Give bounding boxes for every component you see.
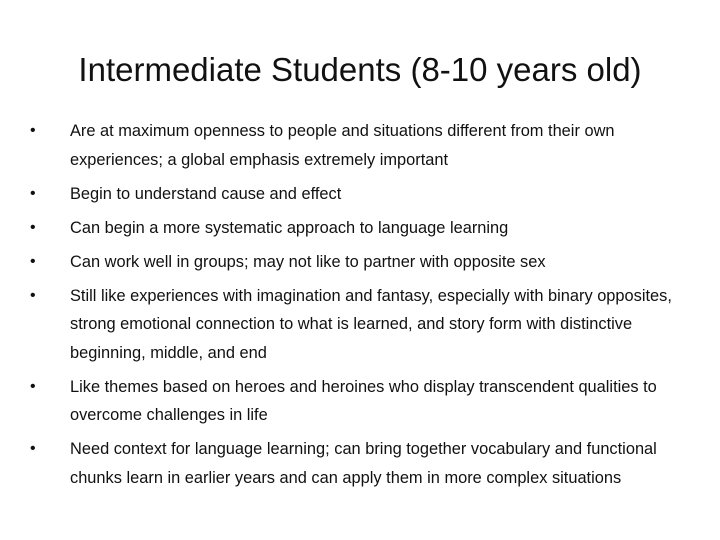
bullet-item-heroes-themes [30, 373, 690, 430]
bullet-icon: • [30, 184, 36, 202]
bullet-item-systematic-approach [30, 214, 690, 243]
bullet-text: Begin to understand cause and effect [70, 184, 342, 203]
bullet-text: Like themes based on heroes and heroines who display transcendent qualities to overcome challenges in life [70, 377, 657, 424]
slide-title: Intermediate Students (8-10 years old) [78, 51, 642, 88]
bullet-text: Need context for language learning; can bring together vocabulary and functional chunks learn in earlier years and can apply them in more complex situations [70, 440, 657, 487]
bullet-icon: • [30, 122, 36, 139]
bullet-icon: • [30, 377, 36, 395]
bullet-item-imagination [30, 282, 690, 368]
bullet-item-cause-effect [30, 180, 690, 209]
bullet-item-openness [30, 117, 690, 174]
bullet-text: Still like experiences with imagination and fantasy, especially with binary opposites, strong emotional connection to what is learned, and story form with distinctive beginning, middle, and end [70, 286, 672, 362]
bullet-list [30, 117, 690, 498]
bullet-icon: • [30, 440, 36, 457]
bullet-icon: • [30, 252, 36, 270]
bullet-icon: • [30, 286, 36, 304]
bullet-item-group-work [30, 248, 690, 277]
bullet-text: Can begin a more systematic approach to language learning [70, 218, 509, 237]
bullet-text: Are at maximum openness to people and situations different from their own experiences; a global emphasis extremely important [70, 122, 615, 169]
bullet-text: Can work well in groups; may not like to partner with opposite sex [70, 252, 546, 271]
bullet-item-context [30, 435, 690, 492]
bullet-icon: • [30, 218, 36, 236]
